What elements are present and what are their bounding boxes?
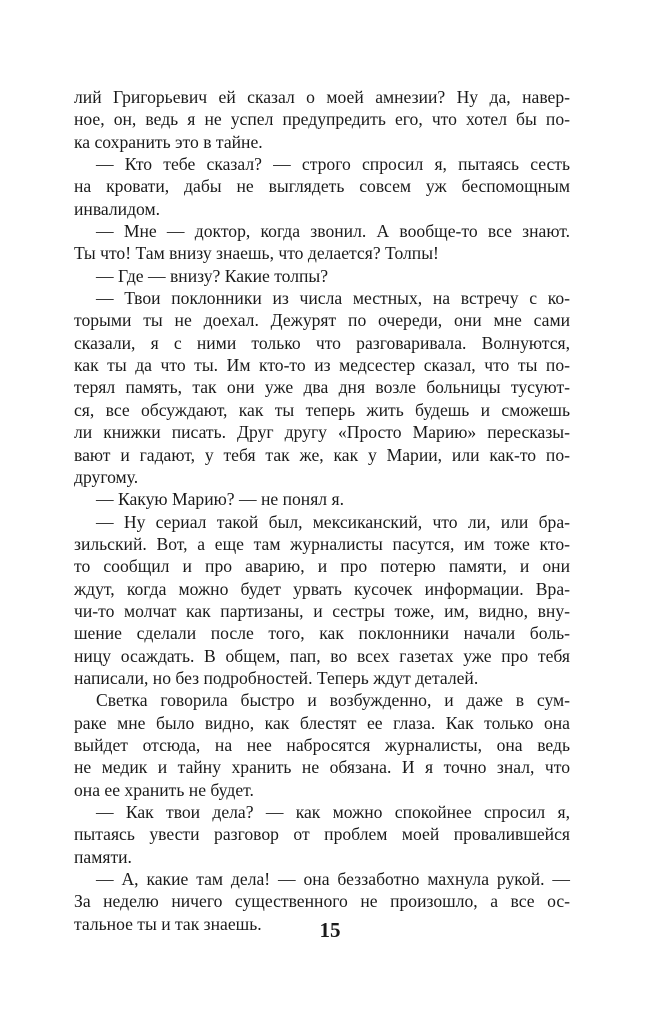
text-line: она ее хранить не будет. <box>74 779 254 800</box>
text-line: — Как твои дела? — как можно спокойнее спросил я, <box>96 802 570 822</box>
text-line: ли книжки писать. Друг другу «Просто Марию» пересказы- <box>74 422 570 443</box>
text-line: вают и гадают, у тебя так же, как у Марии, или как-то по- <box>74 444 570 465</box>
text-line: ное, он, ведь я не успел предупредить его, что хотел бы по- <box>74 109 570 130</box>
text-line: пытаясь увести разговор от проблем моей провалившейся <box>74 824 570 845</box>
text-line: сказали, я с ними только что разговаривала. Волнуются, <box>74 332 570 353</box>
text-line: не медик и тайну хранить не обязана. И я точно знал, что <box>74 757 570 778</box>
text-line: как ты да что ты. Им кто-то из медсестер сказал, что ты по- <box>74 355 570 376</box>
text-line: то сообщил и про аварию, и про потерю памяти, и они <box>74 556 570 577</box>
text-line: выйдет отсюда, на нее набросятся журналисты, она ведь <box>74 734 570 755</box>
text-line: терял память, так они уже два дня возле больницы тусуют- <box>74 377 570 398</box>
text-line: — Мне — доктор, когда звонил. А вообще-то все знают. <box>96 221 570 242</box>
text-line: торыми ты не доехал. Дежурят по очереди, они мне сами <box>74 310 570 331</box>
body-text <box>74 86 570 935</box>
text-line: написали, но без подробностей. Теперь ждут деталей. <box>74 667 479 688</box>
text-line: на кровати, дабы не выглядеть совсем уж беспомощным <box>74 176 570 197</box>
text-line: — Кто тебе сказал? — строго спросил я, пытаясь сесть <box>96 154 570 175</box>
text-line: — Ну сериал такой был, мексиканский, что ли, или бра- <box>96 511 570 532</box>
text-line: ся, все обсуждают, как ты теперь жить будешь и сможешь <box>74 399 570 420</box>
text-line: шение сделали после того, как поклонники начали боль- <box>74 623 570 644</box>
text-line: раке мне было видно, как блестят ее глаза. Как только она <box>74 712 570 733</box>
text-line: — Твои поклонники из числа местных, на встречу с ко- <box>96 288 570 309</box>
text-line: — Какую Марию? — не понял я. <box>96 489 344 510</box>
text-line: Ты что! Там внизу знаешь, что делается? Толпы! <box>74 243 439 264</box>
page-number: 15 <box>319 918 341 942</box>
text-line: Светка говорила быстро и возбужденно, и даже в сум- <box>96 690 570 711</box>
text-line: — А, какие там дела! — она беззаботно махнула рукой. — <box>96 869 570 890</box>
text-line: памяти. <box>74 846 132 867</box>
text-line: зильский. Вот, а еще там журналисты пасутся, им тоже кто- <box>74 533 570 554</box>
text-line: другому. <box>74 466 139 487</box>
text-line: ницу осаждать. В общем, пап, во всех газетах уже про тебя <box>74 645 570 666</box>
text-line: инвалидом. <box>74 198 161 219</box>
text-line: За неделю ничего существенного не произошло, а все ос- <box>74 891 570 912</box>
text-line: лий Григорьевич ей сказал о моей амнезии? Ну да, навер- <box>74 87 570 107</box>
text-line: тальное ты и так знаешь. <box>74 913 262 934</box>
text-line: ждут, когда можно будет урвать кусочек информации. Вра- <box>74 578 570 599</box>
text-line: ка сохранить это в тайне. <box>74 131 263 152</box>
text-line: — Где — внизу? Какие толпы? <box>96 265 329 286</box>
text-line: чи-то молчат как партизаны, и сестры тоже, им, видно, вну- <box>74 600 570 621</box>
